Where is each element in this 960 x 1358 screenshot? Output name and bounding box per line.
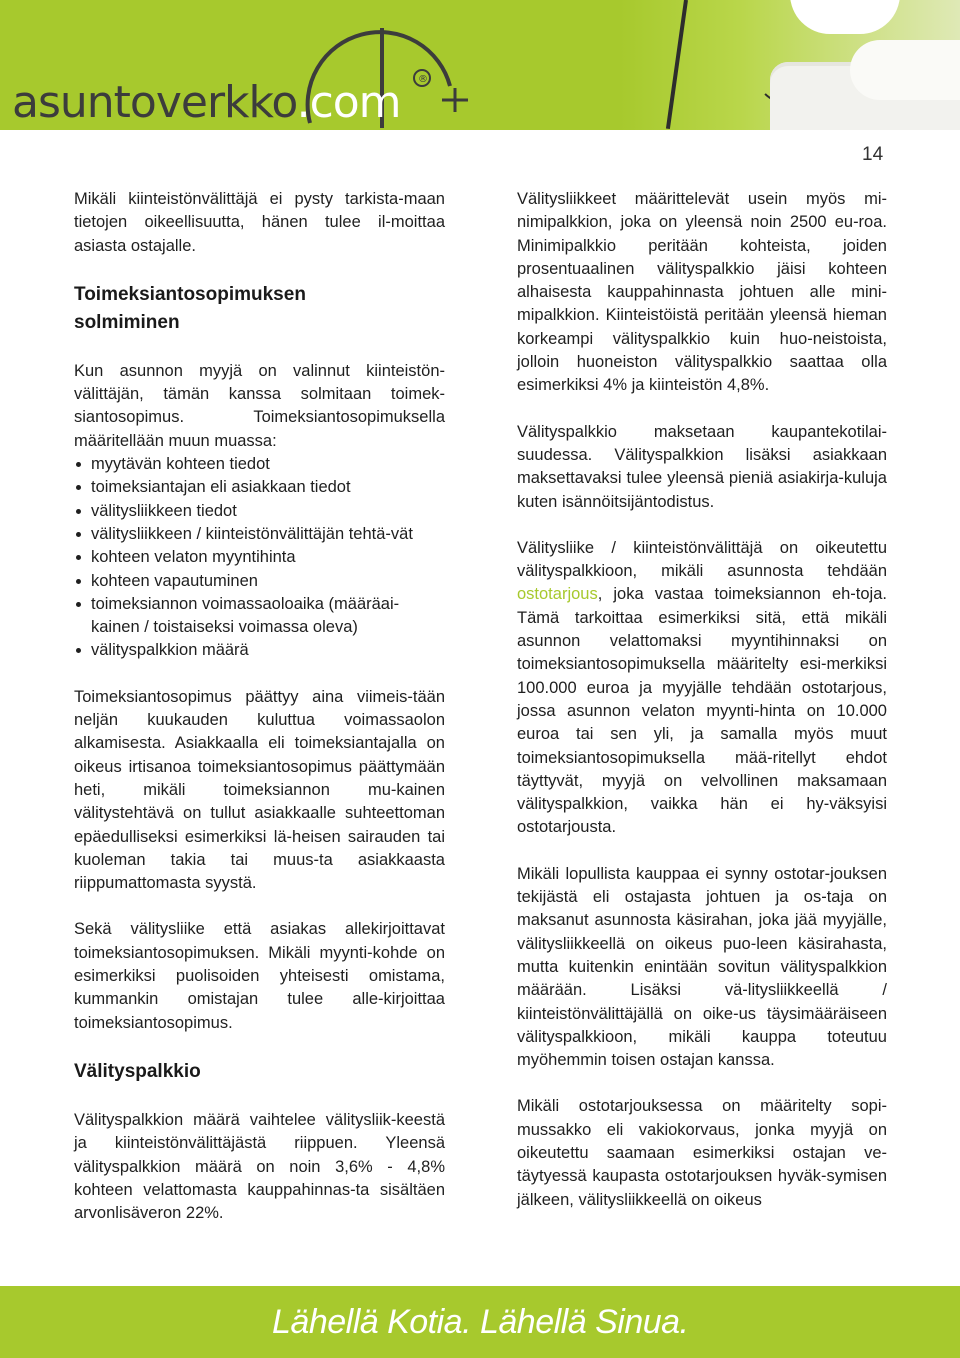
right-column (517, 188, 887, 1212)
header-banner (0, 0, 960, 130)
heading-line: solmiminen (74, 311, 180, 333)
paragraph: Välityspalkkion määrä vaihtelee välitysliik-keestä ja kiinteistönvälittäjästä riippuen. Yleensä välityspalkkion määrä on noin 3,6% - 4,8% kohteen velattomasta kauppahinnas-ta sisältäen arvonlisäveron 22%. (74, 1110, 445, 1223)
paragraph: Kun asunnon myyjä on valinnut kiinteistön-välittäjän, tämän kanssa solmitaan toimek-siantosopimus. Toimeksiantosopimuksella määritellään muun muassa: (74, 361, 445, 450)
list-item: myytävän kohteen tiedot (74, 453, 445, 476)
logo-text-domain: .com (296, 77, 401, 128)
list-item: kohteen velaton myyntihinta (74, 546, 445, 569)
list-item: välityspalkkion määrä (74, 639, 445, 662)
left-column (74, 188, 445, 1225)
sofa-cushion (850, 40, 960, 100)
text-run: Välitysliike / kiinteistönvälittäjä on oikeutettu välityspalkkioon, mikäli asunnosta tehdään (517, 538, 887, 581)
paragraph: Mikäli ostotarjouksessa on määritelty sopi-mussakko eli vakiokorvaus, jonka myyjä on oikeutettu saamaan esimerkiksi ostajan ve-täytyessä kaupasta ostotarjouksen hyväk-symisen jälkeen, välitysliikkeellä on oikeus (517, 1097, 887, 1209)
list-item: välitysliikkeen / kiinteistönvälittäjän tehtä-vät (74, 523, 445, 546)
heading-line: Toimeksiantosopimuksen (74, 283, 306, 305)
section-heading: Välityspalkkio (74, 1060, 201, 1082)
list-item: kohteen vapautuminen (74, 570, 445, 593)
text-run: , joka vastaa toimeksiannon eh-toja. Tämä tarkoittaa esimerkiksi sitä, että mikäli asunnon velattomaksi myyntihinnaksi on toimeksiantosopimuksella määritelty esi-merkiksi 100.000 euroa ja myyjälle tehdään ostotarjous, jossa asunnon velaton myynti-hinta on 10.000 euroa tai sen yli, ja samalla myös muut toimeksiantosopimuksella mää-ritellyt ehdot täyttyvät, myyjä on velvollinen maksamaan välityspalkkion, vaikka hän ei hy-väksyisi ostotarjousta. (517, 585, 887, 837)
logo-text-main: asuntoverkko (12, 77, 297, 128)
section-heading (74, 281, 445, 337)
footer-slogan: Lähellä Kotia. Lähellä Sinua. (272, 1303, 689, 1341)
paragraph: Välitysliikkeet määrittelevät usein myös mi-nimipalkkion, joka on yleensä noin 2500 eu-roa. Minimipalkkio peritään kohteista, joiden prosentuaalinen välityspalkkio jäisi kohteen alhaisesta kauppahinnasta johtuen alle mini-mipalkkion. Kiinteistöistä peritään yleensä hieman korkeampi välityspalkkio kuin huo-neistoista, jolloin huoneiston välityspalkkio saattaa olla esimerkiksi 4% ja kiinteistön 4,8%. (517, 190, 887, 395)
list-item: toimeksiannon voimassaoloaika (määräai-kainen / toistaiseksi voimassa oleva) (74, 593, 445, 640)
page-number: 14 (862, 144, 884, 165)
paragraph: Toimeksiantosopimus päättyy aina viimeis-tään neljän kuukauden kuluttua voimassaolon alkamisesta. Asiakkaalla eli toimeksiantajalla on oikeus irtisanoa toimeksiantosopimus päättymään heti, mikäli toimeksiannon mu-kainen välitystehtävä on tullut asiakkaalle suhteettoman epäedulliseksi esimerkiksi lä-heisen sairauden tai kuoleman takia tai muus-ta asiakkaasta riippumattomasta syystä. (74, 687, 445, 893)
paragraph: Mikäli lopullista kauppaa ei synny ostotar-jouksen tekijästä eli ostajasta johtuen ja os-taja on maksanut asunnosta käsirahan, joka jää myyjälle, välitysliikkeellä on oikeus puo-leen käsirahasta, mutta kuitenkin enintään sovitun välityspalkkion määrään. Lisäksi vä-litysliikkeellä / kiinteistönvälittäjällä on oike-us täysimääräiseen välityspalkkioon, mikäli kauppa toteutuu myöhemmin toisen ostajan kanssa. (517, 864, 887, 1070)
site-logo (12, 78, 401, 128)
paragraph: Sekä välitysliike että asiakas allekirjoittavat toimeksiantosopimuksen. Mikäli myynti-kohde on esimerkiksi puolisoiden yhteisesti omistama, kummankin omistajan tulee alle-kirjoittaa toimeksiantosopimus. (74, 920, 445, 1032)
registered-mark: ® (418, 74, 428, 85)
bullet-list (74, 453, 445, 663)
footer-banner (0, 1286, 960, 1358)
paragraph (517, 537, 887, 840)
list-item: välitysliikkeen tiedot (74, 500, 445, 523)
paragraph: Välityspalkkio maksetaan kaupantekotilai-suudessa. Välityspalkkion lisäksi asiakkaan maksettavaksi tulee yleensä pieniä asiakirja-kuluja kuten isännöitsijäntodistus. (517, 422, 887, 511)
list-item: toimeksiantajan eli asiakkaan tiedot (74, 476, 445, 499)
paragraph: Mikäli kiinteistönvälittäjä ei pysty tarkista-maan tietojen oikeellisuutta, hänen tulee il-moittaa asiasta ostajalle. (74, 190, 445, 255)
ostotarjous-link[interactable]: ostotarjous (517, 585, 598, 604)
